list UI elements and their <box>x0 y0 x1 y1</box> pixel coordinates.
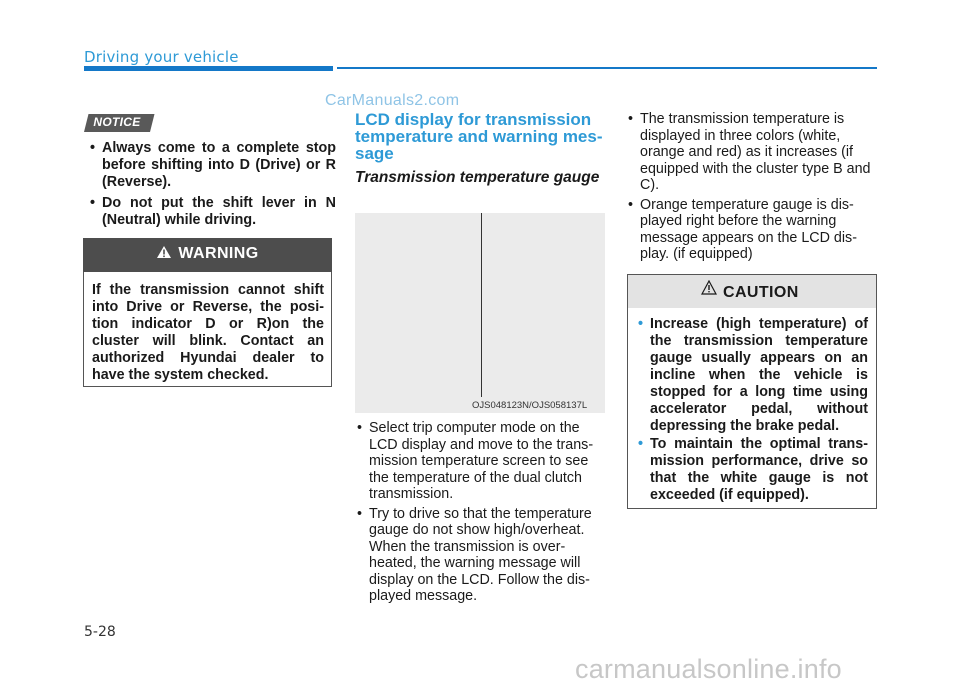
lcd-instructions-list <box>355 420 605 608</box>
lcd-instruction-item: • Try to drive so that the temperature gauge do not show high/overheat. When the transmission is over- heated, the warning message will display on the LCD. Follow the dis- played message. <box>355 506 605 605</box>
warning-title <box>83 245 332 263</box>
temperature-note-item: • The transmission temperature is displayed in three colors (white, orange and red) as it increases (if equipped with the cluster type B and C). <box>626 111 877 194</box>
caution-triangle-icon <box>701 280 717 295</box>
header-rule-thick <box>84 66 333 71</box>
warning-triangle-icon <box>156 245 172 259</box>
notice-item: • Do not put the shift lever in N (Neutral) while driving. <box>88 195 336 229</box>
temperature-notes-list <box>626 111 877 266</box>
warning-title-text: WARNING <box>178 245 259 262</box>
lcd-section-heading: LCD display for transmission temperature and warning mes- sage <box>355 110 603 163</box>
figure-placeholder <box>355 213 605 413</box>
caution-item: • Increase (high temperature) of the transmission temperature gauge usually appears on an incline when the vehicle is stopped for a long time using accelerator pedal, without depressing the brake pedal. <box>636 316 868 435</box>
watermark-bottom: carmanualsonline.info <box>575 654 842 684</box>
notice-item: • Always come to a complete stop before shifting into D (Drive) or R (Reverse). <box>88 140 336 191</box>
page-number: 5-28 <box>84 624 116 640</box>
notice-list <box>88 140 336 233</box>
notice-badge-label: NOTICE <box>93 115 141 129</box>
header-rule-thin <box>337 67 877 69</box>
caution-list <box>636 316 868 505</box>
warning-text: If the transmission cannot shift into Drive or Reverse, the posi- tion indicator D or R)on the cluster will blink. Contact an authorized Hyundai dealer to have the system checked. <box>92 282 324 383</box>
caution-title: CAUTION <box>723 284 799 301</box>
figure-caption: OJS048123N/OJS058137L <box>472 400 588 411</box>
gauge-subheading: Transmission temperature gauge <box>355 169 600 186</box>
caution-item: • To maintain the optimal trans- mission performance, drive so that the white gauge is not exceeded (if equipped). <box>636 436 868 504</box>
section-title: Driving your vehicle <box>84 48 239 66</box>
temperature-note-item: • Orange temperature gauge is dis- played right before the warning message appears on the LCD dis- play. (if equipped) <box>626 197 877 263</box>
figure-divider <box>481 213 482 397</box>
watermark-top: CarManuals2.com <box>325 92 460 109</box>
lcd-instruction-item: • Select trip computer mode on the LCD display and move to the trans- mission temperature screen to see the temperature of the dual clutch transmission. <box>355 420 605 503</box>
